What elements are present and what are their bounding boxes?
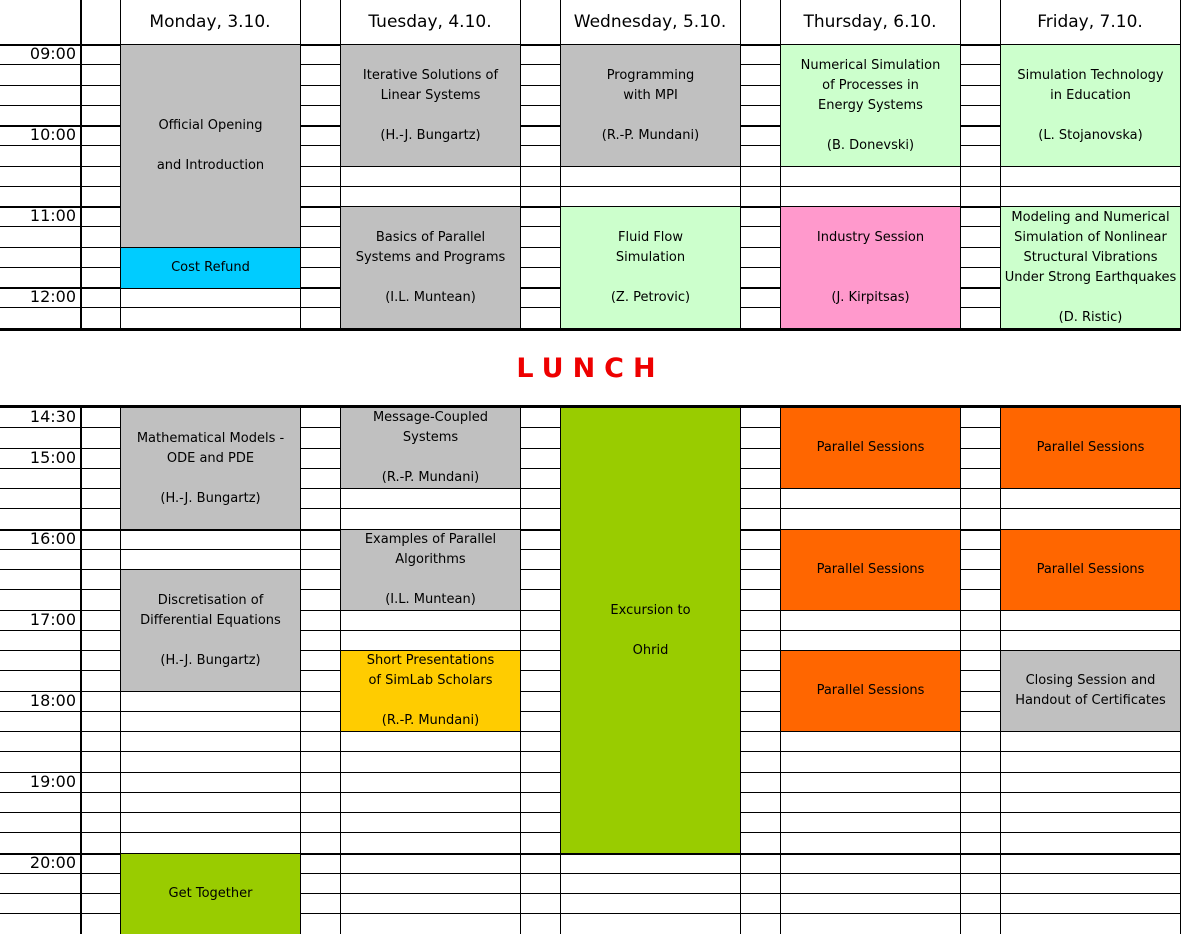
session-text-line: of SimLab Scholars	[368, 673, 493, 688]
session-text-line: (H.-J. Bungartz)	[380, 127, 481, 143]
session-block	[120, 853, 301, 934]
session-text-line: Handout of Certificates	[1015, 693, 1166, 708]
day-header-tuesday: Tuesday, 4.10.	[368, 12, 492, 32]
time-label: 16:00	[29, 529, 76, 548]
session-text-line: Examples of Parallel	[364, 532, 497, 547]
session-text-line: Excursion to	[610, 602, 691, 618]
session-text-line: in Education	[1050, 87, 1131, 103]
session-text-line: Short Presentations	[366, 653, 495, 668]
session-text-line: Systems and Programs	[355, 249, 506, 265]
session-text-line: Message-Coupled	[372, 410, 489, 425]
session-block	[120, 407, 301, 530]
session-text-line: Cost Refund	[171, 260, 250, 275]
session-text-line: (H.-J. Bungartz)	[160, 490, 261, 506]
session-text-line: Parallel Sessions	[1036, 440, 1145, 455]
session-text-line: Mathematical Models -	[136, 430, 285, 446]
session-text-line: Ohrid	[632, 642, 669, 658]
session-text-line: Systems	[402, 430, 459, 445]
time-label: 20:00	[29, 853, 76, 872]
session-text-line: Basics of Parallel	[375, 229, 486, 245]
session-text-line: Differential Equations	[140, 612, 281, 628]
session-text-line: (B. Donevski)	[826, 137, 915, 153]
time-label: 19:00	[29, 772, 76, 791]
session-block	[1000, 206, 1181, 329]
lunch-label: LUNCH	[516, 352, 665, 384]
session-text-line: (I.L. Muntean)	[385, 289, 476, 305]
session-block	[560, 206, 741, 329]
day-header-friday: Friday, 7.10.	[1037, 12, 1143, 32]
session-text-line: ODE and PDE	[166, 450, 255, 466]
session-block	[780, 529, 961, 611]
session-text-line: Energy Systems	[818, 97, 923, 113]
time-label: 11:00	[29, 206, 76, 225]
session-block	[780, 650, 961, 732]
time-label: 10:00	[29, 125, 76, 144]
session-text-line: with MPI	[623, 87, 678, 103]
session-block	[120, 569, 301, 692]
session-text-line: Structural Vibrations	[1023, 249, 1158, 265]
session-text-line: Get Together	[168, 886, 253, 901]
time-label: 18:00	[29, 691, 76, 710]
session-text-line: Official Opening	[158, 118, 263, 133]
time-label: 09:00	[29, 44, 76, 63]
session-text-line: Numerical Simulation	[800, 57, 941, 73]
day-header-thursday: Thursday, 6.10.	[803, 12, 937, 32]
session-text-line: (H.-J. Bungartz)	[160, 652, 261, 668]
time-label: 14:30	[29, 407, 76, 426]
session-text-line: Parallel Sessions	[1036, 562, 1145, 577]
session-text-line: Simulation	[615, 249, 686, 265]
session-block	[120, 44, 301, 248]
session-block	[340, 44, 521, 167]
session-block	[340, 529, 521, 611]
session-text-line: (I.L. Muntean)	[385, 592, 476, 607]
session-block	[560, 44, 741, 167]
session-block	[340, 206, 521, 329]
session-text-line: Discretisation of	[157, 592, 264, 608]
session-block	[780, 206, 961, 329]
session-text-line: of Processes in	[822, 77, 919, 93]
session-block	[340, 407, 521, 489]
session-text-line: (Z. Petrovic)	[610, 289, 691, 305]
session-block	[1000, 529, 1181, 611]
session-text-line: (R.-P. Mundani)	[381, 713, 480, 728]
session-block	[120, 247, 301, 289]
session-text-line: (R.-P. Mundani)	[601, 127, 700, 143]
session-block	[340, 650, 521, 732]
session-text-line: (R.-P. Mundani)	[381, 470, 480, 485]
session-text-line: (D. Ristic)	[1058, 309, 1123, 325]
session-text-line: Industry Session	[816, 229, 925, 245]
session-text-line: Closing Session and	[1025, 673, 1156, 688]
session-text-line: Fluid Flow	[618, 229, 683, 245]
session-block	[1000, 407, 1181, 489]
session-block	[1000, 650, 1181, 732]
session-block	[780, 44, 961, 167]
day-header-monday: Monday, 3.10.	[149, 12, 271, 32]
day-header-wednesday: Wednesday, 5.10.	[573, 12, 727, 32]
session-text-line: Modeling and Numerical	[1011, 209, 1170, 225]
session-text-line: Parallel Sessions	[816, 562, 925, 577]
session-text-line: (J. Kirpitsas)	[831, 289, 910, 305]
session-text-line: Programming	[606, 67, 695, 83]
session-text-line: Iterative Solutions of	[362, 67, 499, 83]
grid-column-line	[80, 0, 82, 934]
time-label: 12:00	[29, 287, 76, 306]
session-text-line: Under Strong Earthquakes	[1004, 269, 1177, 285]
time-label: 15:00	[29, 448, 76, 467]
session-block	[780, 407, 961, 489]
session-text-line: Linear Systems	[380, 87, 481, 103]
session-text-line: Simulation of Nonlinear	[1014, 229, 1167, 245]
lunch-break-banner	[0, 329, 1181, 407]
session-text-line: (L. Stojanovska)	[1038, 127, 1143, 143]
session-block	[1000, 44, 1181, 167]
time-label: 17:00	[29, 610, 76, 629]
session-text-line: and Introduction	[156, 158, 265, 173]
session-text-line: Parallel Sessions	[816, 683, 925, 698]
session-text-line: Parallel Sessions	[816, 440, 925, 455]
session-text-line: Simulation Technology	[1017, 67, 1164, 83]
session-text-line: Algorithms	[395, 552, 466, 567]
session-block	[560, 407, 741, 854]
